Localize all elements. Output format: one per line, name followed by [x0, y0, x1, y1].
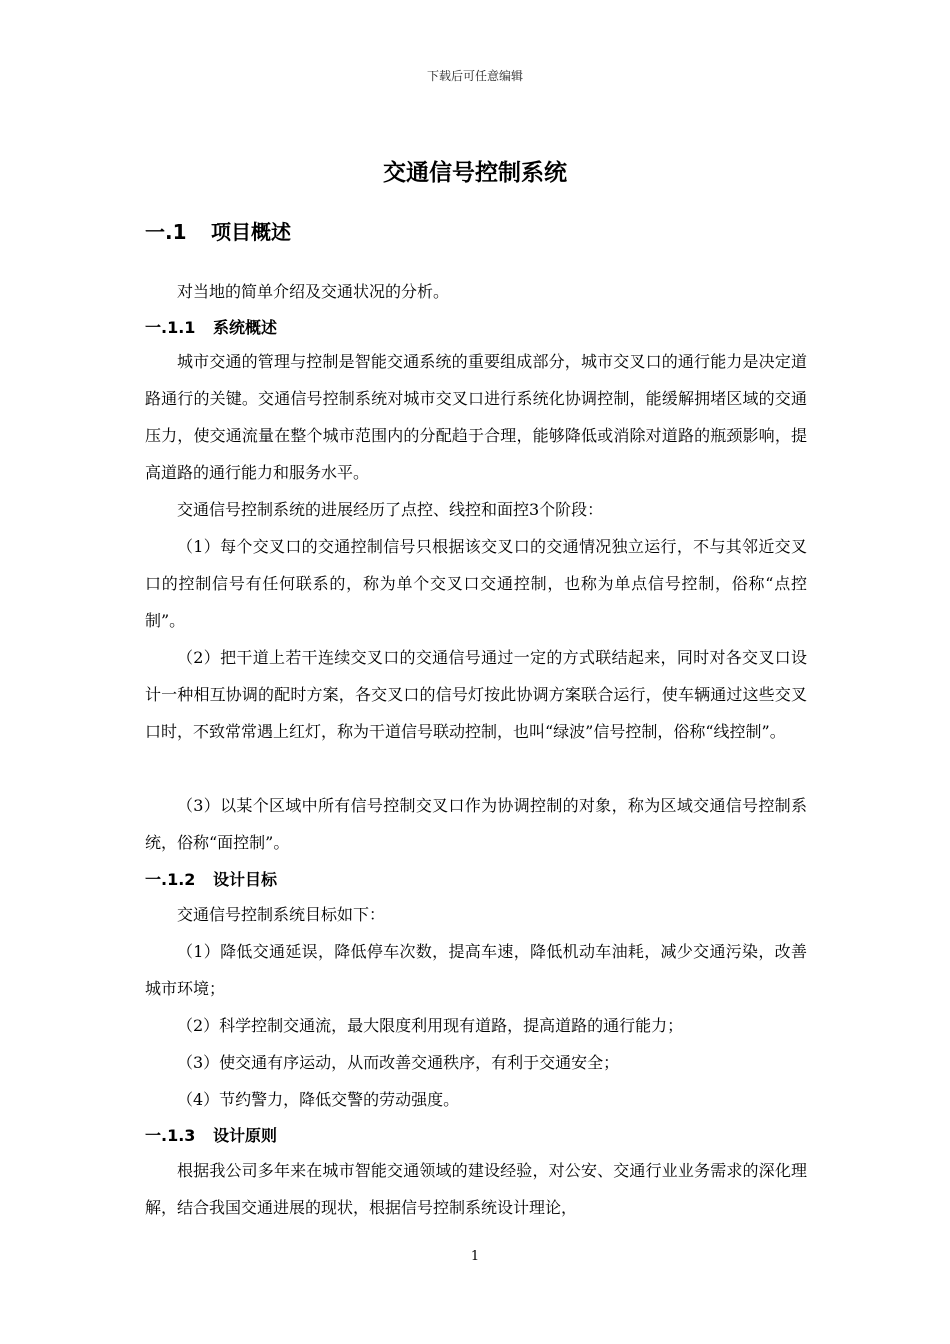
subsection-number: 一.1.1 [145, 318, 196, 337]
paragraph: 交通信号控制系统目标如下： [177, 905, 386, 924]
section-heading [145, 216, 291, 245]
subsection-title: 设计目标 [213, 870, 278, 889]
subsection-heading-overview [145, 315, 277, 338]
subsection-number: 一.1.3 [145, 1126, 196, 1145]
page-number: 1 [470, 1249, 480, 1264]
paragraph: 根据我公司多年来在城市智能交通领域的建设经验，对公安、交通行业业务需求的深化理解，结合我国交通进展的现状，根据信号控制系统设计理论， [145, 1161, 807, 1217]
document-title: 交通信号控制系统 [383, 160, 567, 186]
subsection-heading-goals [145, 867, 277, 890]
paragraph: （3）以某个区域中所有信号控制交叉口作为协调控制的对象，称为区域交通信号控制系统，俗称“面控制”。 [145, 796, 807, 852]
section-number: 一.1 [145, 220, 187, 244]
subsection-title: 系统概述 [213, 318, 278, 337]
paragraph: （3）使交通有序运动，从而改善交通秩序，有利于交通安全； [177, 1053, 620, 1072]
paragraph: （2）科学控制交通流，最大限度利用现有道路，提高道路的通行能力； [177, 1016, 684, 1035]
subsection-heading-principles [145, 1123, 277, 1146]
paragraph: （1）降低交通延误，降低停车次数，提高车速，降低机动车油耗，减少交通污染，改善城市环境； [145, 942, 807, 998]
intro-paragraph: 对当地的简单介绍及交通状况的分析。 [177, 282, 450, 301]
subsection-title: 设计原则 [213, 1126, 278, 1145]
paragraph: 交通信号控制系统的进展经历了点控、线控和面控3个阶段： [177, 500, 604, 519]
paragraph: （1）每个交叉口的交通控制信号只根据该交叉口的交通情况独立运行，不与其邻近交叉口的控制信号有任何联系的，称为单个交叉口交通控制，也称为单点信号控制，俗称“点控制”。 [145, 537, 807, 630]
page-header-note: 下载后可任意编辑 [426, 69, 523, 83]
paragraph: 城市交通的管理与控制是智能交通系统的重要组成部分，城市交叉口的通行能力是决定道路通行的关键。交通信号控制系统对城市交叉口进行系统化协调控制，能缓解拥堵区域的交通压力，使交通流量在整个城市范围内的分配趋于合理，能够降低或消除对道路的瓶颈影响，提高道路的通行能力和服务水平。 [145, 352, 807, 482]
subsection-number: 一.1.2 [145, 870, 196, 889]
section-title: 项目概述 [211, 220, 291, 244]
paragraph: （4）节约警力，降低交警的劳动强度。 [177, 1090, 460, 1109]
paragraph: （2）把干道上若干连续交叉口的交通信号通过一定的方式联结起来，同时对各交叉口设计一种相互协调的配时方案，各交叉口的信号灯按此协调方案联合运行，使车辆通过这些交叉口时，不致常常遇上红灯，称为干道信号联动控制，也叫“绿波”信号控制，俗称“线控制”。 [145, 648, 807, 741]
